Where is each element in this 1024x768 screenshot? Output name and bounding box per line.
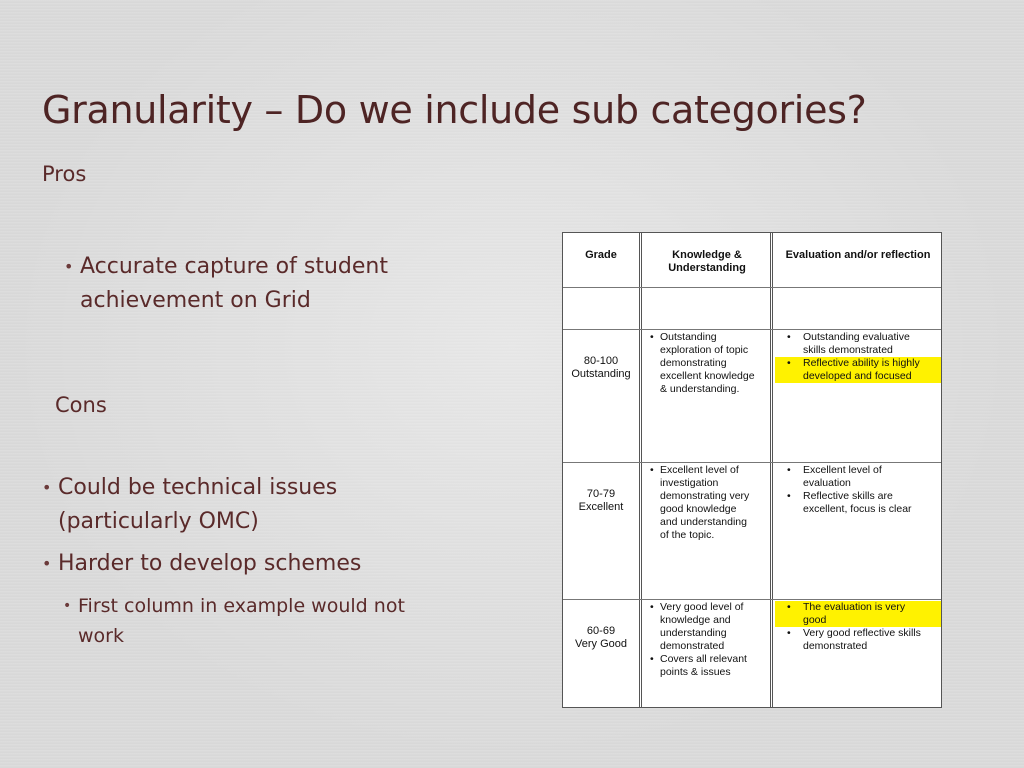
- grid-bullet: [650, 653, 772, 679]
- cell-line: • Reflective ability is highly: [803, 357, 920, 369]
- cell-line: developed and focused: [803, 370, 912, 382]
- cell-line: demonstrating: [660, 357, 727, 369]
- grid-bullet-highlighted: [775, 357, 941, 383]
- grid-grade-cell: [563, 488, 639, 514]
- grid-grade-cell: [563, 625, 639, 651]
- bullet-dot-icon: •: [64, 257, 74, 276]
- cell-line: demonstrating very: [660, 490, 750, 502]
- grid-bullet: [650, 464, 772, 542]
- cell-line: excellent, focus is clear: [803, 503, 912, 515]
- pros-bullet-line-1: Accurate capture of student: [80, 254, 388, 279]
- grid-bullet: [650, 601, 772, 653]
- grid-knowledge-cell: [650, 464, 772, 542]
- grid-evaluation-cell: [775, 464, 941, 516]
- grade-range: 60-69: [586, 625, 616, 637]
- grid-bullet: [775, 331, 941, 357]
- cons-sub-line-1: First column in example would not: [78, 595, 405, 617]
- grade-label: Excellent: [578, 501, 624, 513]
- cell-line: • Excellent level of: [660, 464, 739, 476]
- grid-header-knowledge: [643, 249, 771, 275]
- cons-bullet-1-line-2: (particularly OMC): [58, 509, 259, 534]
- cons-sub-bullet: [63, 591, 405, 651]
- pros-bullet: [64, 250, 388, 318]
- slide-title: Granularity – Do we include sub categories?: [42, 88, 867, 132]
- cell-line: investigation: [660, 477, 719, 489]
- grid-header-grade: Grade: [585, 249, 617, 261]
- grid-row-divider: [563, 287, 941, 288]
- grid-evaluation-cell: [775, 331, 941, 383]
- grade-range: 80-100: [583, 355, 619, 367]
- cons-label: Cons: [55, 393, 107, 417]
- cell-line: demonstrated: [803, 640, 868, 652]
- grade-label: Very Good: [575, 638, 627, 650]
- cell-line: • The evaluation is very: [803, 601, 906, 613]
- cell-line: skills demonstrated: [803, 344, 893, 356]
- cell-line: • Covers all relevant: [660, 653, 747, 665]
- cell-line: and understanding: [660, 516, 747, 528]
- cons-bullet-1: [42, 471, 338, 539]
- cell-line: points & issues: [660, 666, 731, 678]
- grid-header-evaluation: Evaluation and/or reflection: [785, 249, 931, 261]
- grade-label: Outstanding: [571, 368, 631, 380]
- grid-bullet: [775, 490, 941, 516]
- cons-bullet-1-line-1: Could be technical issues: [58, 475, 338, 500]
- grid-knowledge-cell: [650, 331, 772, 396]
- cell-line: • Excellent level of: [803, 464, 882, 476]
- grid-bullet-highlighted: [775, 601, 941, 627]
- grid-header-knowledge-line-2: Understanding: [668, 262, 746, 274]
- cell-line: • Very good reflective skills: [803, 627, 921, 639]
- cell-line: • Reflective skills are: [803, 490, 893, 502]
- cons-bullet-2: [42, 547, 362, 581]
- cell-line: exploration of topic: [660, 344, 749, 356]
- cell-line: good knowledge: [660, 503, 737, 515]
- grid-evaluation-cell: [775, 601, 941, 653]
- cell-line: of the topic.: [660, 529, 715, 541]
- cons-sub-line-2: work: [78, 625, 124, 647]
- grid-bullet: [775, 464, 941, 490]
- cell-line: & understanding.: [660, 383, 740, 395]
- cell-line: • Outstanding evaluative: [803, 331, 910, 343]
- grid-row-divider: [563, 329, 941, 330]
- grading-grid-table: [562, 232, 942, 708]
- cell-line: demonstrated: [660, 640, 725, 652]
- pros-bullet-line-2: achievement on Grid: [80, 288, 311, 313]
- grid-knowledge-cell: [650, 601, 772, 679]
- grid-row-divider: [563, 462, 941, 463]
- cell-line: understanding: [660, 627, 727, 639]
- grid-bullet: [650, 331, 772, 396]
- cell-line: good: [803, 614, 827, 626]
- sub-bullet-dot-icon: •: [63, 598, 72, 614]
- bullet-dot-icon: •: [42, 554, 52, 573]
- grid-column-divider: [639, 233, 642, 707]
- grid-header-knowledge-line-1: Knowledge &: [672, 249, 742, 261]
- grid-bullet: [775, 627, 941, 653]
- cell-line: excellent knowledge: [660, 370, 755, 382]
- cons-bullet-2-line-1: Harder to develop schemes: [58, 551, 362, 576]
- cell-line: evaluation: [803, 477, 851, 489]
- grid-row-divider: [563, 599, 941, 600]
- cell-line: • Outstanding: [660, 331, 717, 343]
- cell-line: knowledge and: [660, 614, 731, 626]
- bullet-dot-icon: •: [42, 478, 52, 497]
- cell-line: • Very good level of: [660, 601, 744, 613]
- grade-range: 70-79: [586, 488, 616, 500]
- grid-grade-cell: [563, 355, 639, 381]
- pros-label: Pros: [42, 162, 87, 186]
